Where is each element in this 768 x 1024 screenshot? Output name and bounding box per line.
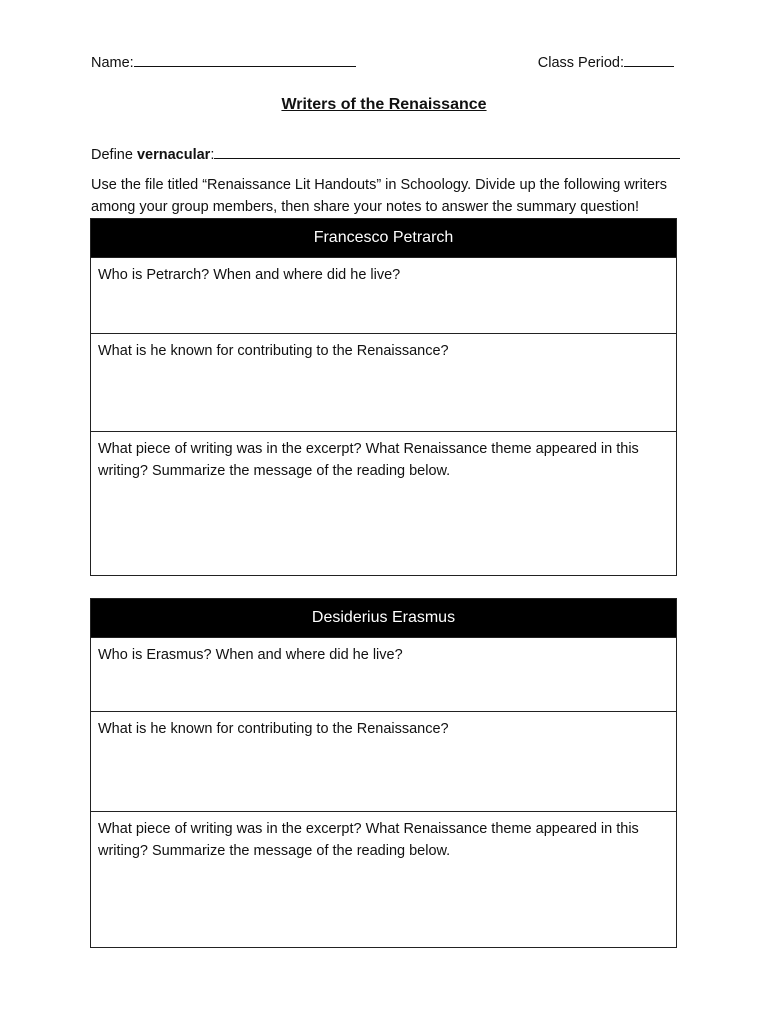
class-period-label: Class Period:: [537, 55, 624, 71]
question-text: Who is Petrarch? When and where did he live?: [98, 267, 401, 283]
define-blank[interactable]: [214, 144, 680, 159]
question-text: What piece of writing was in the excerpt? What Renaissance theme appeared in this writing? Summarize the message of the reading below.: [98, 821, 639, 859]
writer-header: Francesco Petrarch: [91, 219, 676, 257]
writer-table-petrarch: [90, 218, 677, 576]
question-cell[interactable]: [91, 431, 676, 575]
question-text: Who is Erasmus? When and where did he live?: [98, 647, 403, 663]
name-label: Name:: [91, 55, 134, 71]
name-field: [91, 52, 356, 71]
question-cell[interactable]: [91, 811, 676, 947]
page-title: Writers of the Renaissance: [281, 96, 487, 113]
question-cell[interactable]: [91, 333, 676, 431]
name-blank[interactable]: [134, 52, 356, 67]
define-vernacular-line: [91, 144, 676, 163]
question-cell[interactable]: [91, 711, 676, 811]
instructions-text: Use the file titled “Renaissance Lit Handouts” in Schoology. Divide up the following writers among your group members, then share your notes to answer the summary question!: [91, 177, 667, 215]
define-prefix: Define: [91, 147, 137, 163]
question-text: What piece of writing was in the excerpt? What Renaissance theme appeared in this writing? Summarize the message of the reading below.: [98, 441, 639, 479]
class-period-field: [538, 52, 674, 71]
define-suffix: :: [210, 147, 215, 163]
header-line: [91, 52, 676, 72]
define-term: vernacular: [136, 147, 211, 163]
writer-header: Desiderius Erasmus: [91, 599, 676, 637]
question-text: What is he known for contributing to the Renaissance?: [98, 343, 449, 359]
writer-table-erasmus: [90, 598, 677, 948]
question-cell[interactable]: [91, 257, 676, 333]
class-period-blank[interactable]: [624, 52, 674, 67]
question-cell[interactable]: [91, 637, 676, 711]
question-text: What is he known for contributing to the Renaissance?: [98, 721, 449, 737]
